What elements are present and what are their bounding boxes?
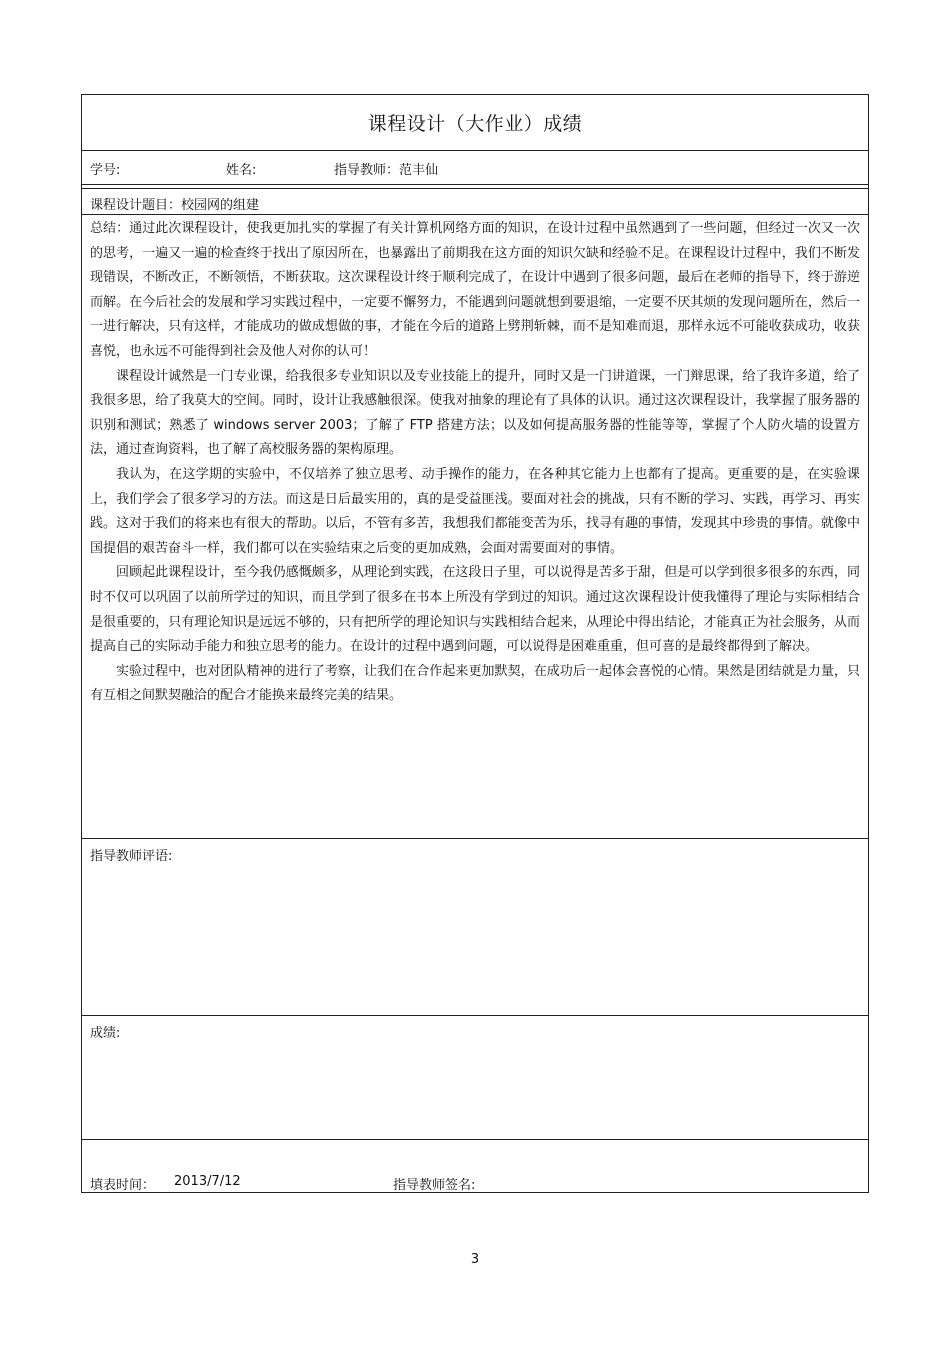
signature-label: 指导教师签名:: [393, 1178, 476, 1193]
advisor-label: 指导教师：范丰仙: [334, 163, 439, 178]
summary-paragraph: 实验过程中，也对团队精神的进行了考察，让我们在合作起来更加默契，在成功后一起体会喜悦的心情。果然是团结就是力量，只有互相之间默契融洽的配合才能换来最终完美的结果。: [90, 663, 860, 704]
topic-label: 课程设计题目：校园网的组建: [90, 198, 260, 213]
topic-row: [82, 189, 868, 215]
name-label: 姓名:: [226, 163, 257, 178]
grade-label: 成绩:: [90, 1026, 121, 1041]
title-row: [82, 95, 868, 151]
form-title: 课程设计（大作业）成绩: [367, 113, 583, 135]
fill-date-label: 填表时间：: [90, 1178, 156, 1193]
advisor-comment-label: 指导教师评语:: [90, 849, 173, 864]
summary-paragraph: 我认为，在这学期的实验中，不仅培养了独立思考、动手操作的能力，在各种其它能力上也都有了提高。更重要的是，在实验课上，我们学会了很多学习的方法。而这是日后最实用的，真的是受益匪浅。要面对社会的挑战，只有不断的学习、实践，再学习、再实践。这对于我们的将来也有很大的帮助。以后，不管有多苦，我想我们都能变苦为乐，找寻有趣的事情，发现其中珍贵的事情。就像中国提倡的艰苦奋斗一样，我们都可以在实验结束之后变的更加成熟，会面对需要面对的事情。: [90, 466, 860, 556]
footer-row: [82, 1140, 868, 1192]
advisor-comment-section: [82, 839, 868, 1016]
grade-section: [82, 1016, 868, 1140]
page-number: 3: [470, 1252, 480, 1267]
summary-paragraph: 回顾起此课程设计，至今我仍感慨颇多，从理论到实践，在这段日子里，可以说得是苦多于甜，但是可以学到很多很多的东西，同时不仅可以巩固了以前所学过的知识，而且学到了很多在书本上所没有学到过的知识。通过这次课程设计使我懂得了理论与实际相结合是很重要的，只有理论知识是远远不够的，只有把所学的理论知识与实践相结合起来，从理论中得出结论，才能真正为社会服务，从而提高自己的实际动手能力和独立思考的能力。在设计的过程中遇到问题，可以说得是困难重重，但可喜的是最终都得到了解决。: [90, 565, 860, 655]
summary-section: [82, 215, 868, 839]
summary-paragraph: 课程设计诚然是一门专业课，给我很多专业知识以及专业技能上的提升，同时又是一门讲道课，一门辩思课，给了我许多道，给了我很多思，给了我莫大的空间。同时，设计让我感触很深。使我对抽象的理论有了具体的认识。通过这次课程设计，我掌握了服务器的识别和测试；熟悉了 windows server 2003；了解了 FTP 搭建方法；以及如何提高服务器的性能等等，掌握了个人防火墙的设置方法，通过查询资料，也了解了高校服务器的架构原理。: [90, 368, 860, 458]
grade-form: [81, 94, 869, 1193]
student-info-row: [82, 151, 868, 185]
summary-paragraph: 总结：通过此次课程设计，使我更加扎实的掌握了有关计算机网络方面的知识，在设计过程中虽然遇到了一些问题，但经过一次又一次的思考，一遍又一遍的检查终于找出了原因所在，也暴露出了前期我在这方面的知识欠缺和经验不足。在课程设计过程中，我们不断发现错误，不断改正，不断领悟，不断获取。这次课程设计终于顺利完成了，在设计中遇到了很多问题，最后在老师的指导下，终于游逆而解。在今后社会的发展和学习实践过程中，一定要不懈努力，不能遇到问题就想到要退缩，一定要不厌其烦的发现问题所在，然后一一进行解决，只有这样，才能成功的做成想做的事，才能在今后的道路上劈荆斩棘，而不是知难而退，那样永远不可能收获成功，收获喜悦，也永远不可能得到社会及他人对你的认可！: [90, 221, 860, 359]
fill-date-value: 2013/7/12: [174, 1174, 241, 1189]
student-id-label: 学号:: [90, 163, 121, 178]
